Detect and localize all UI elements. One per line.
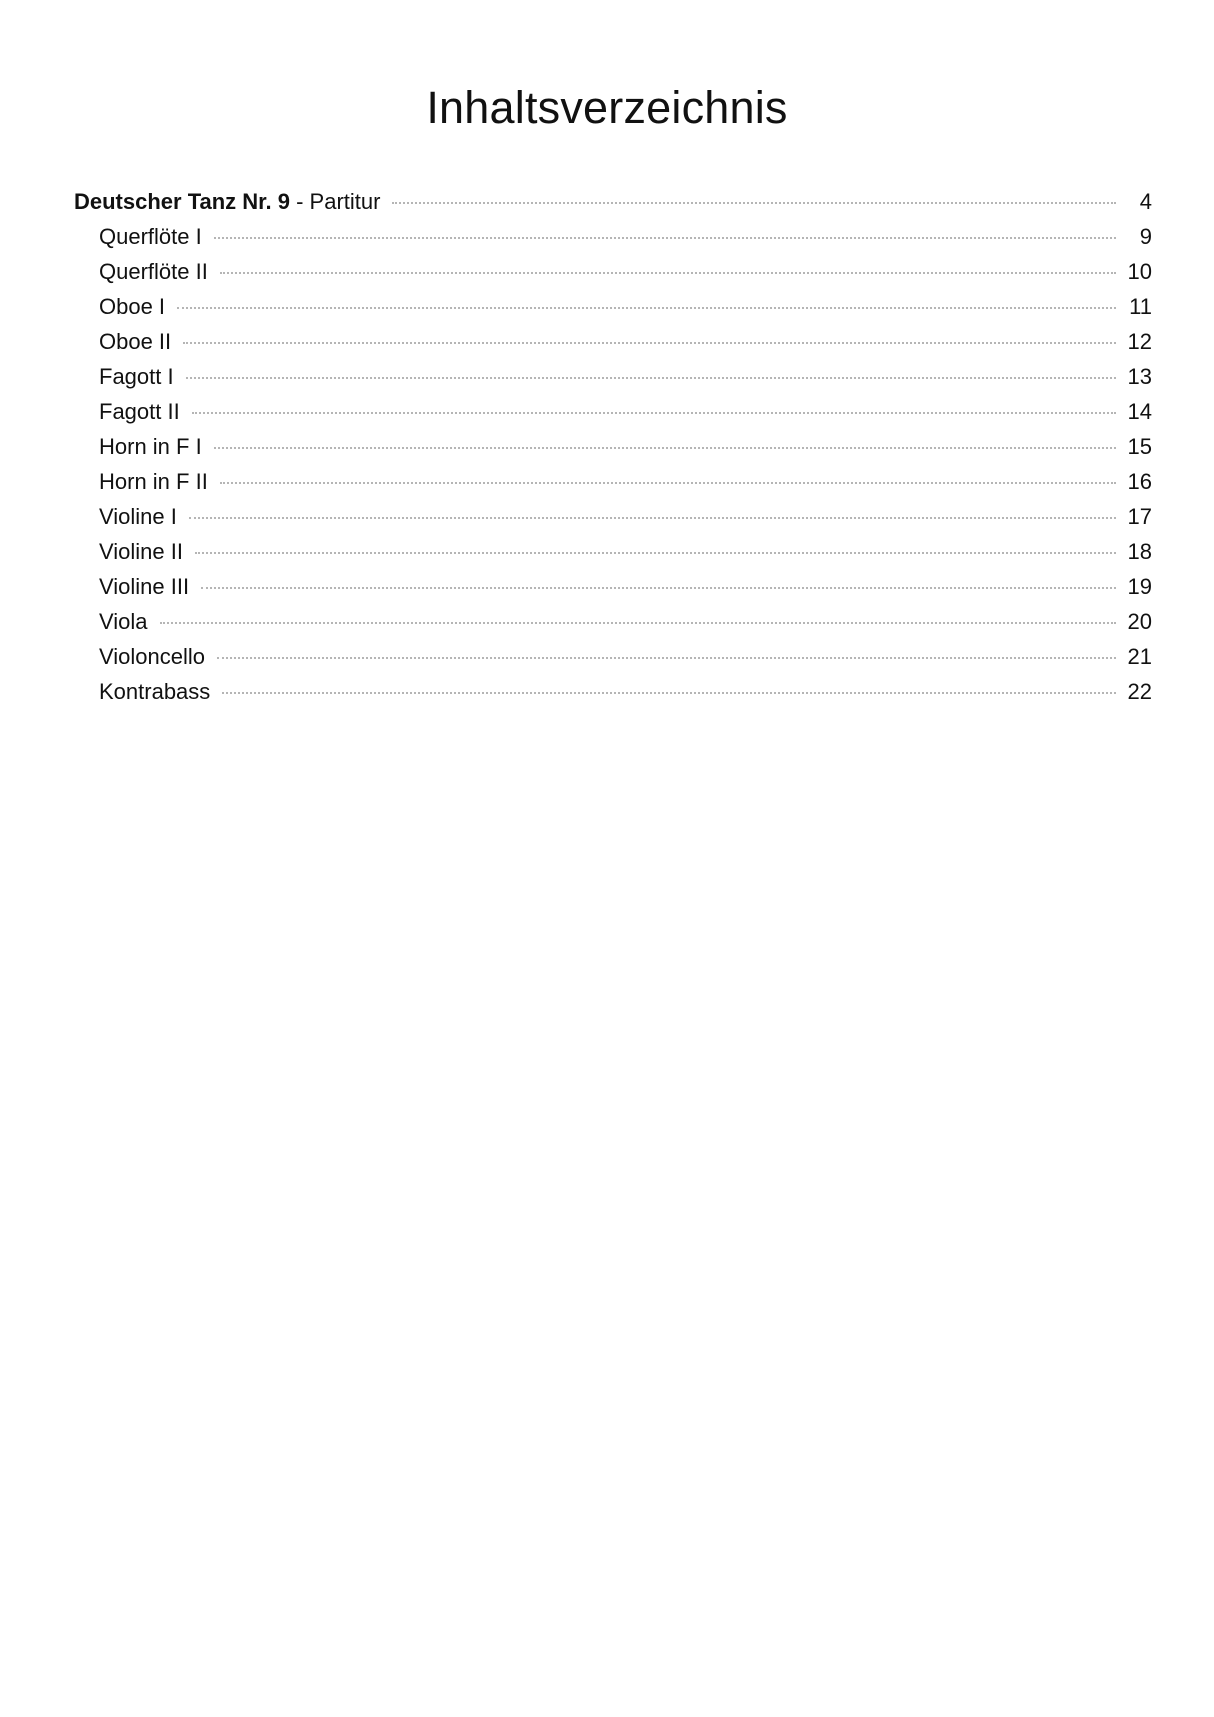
toc-entry-label: Violine III xyxy=(99,574,190,599)
toc-leader-dots xyxy=(220,272,1116,274)
toc-page-number: 16 xyxy=(1127,469,1152,494)
toc-entry-label: Horn in F I xyxy=(99,434,202,459)
toc-entry[interactable] xyxy=(74,569,1152,604)
toc-leader-dots xyxy=(192,412,1116,414)
toc-page-number: 9 xyxy=(1139,224,1152,249)
page-title: Inhaltsverzeichnis xyxy=(426,82,788,133)
toc-leader-dots xyxy=(186,377,1116,379)
toc-entry-title-bold: Deutscher Tanz Nr. 9 xyxy=(74,189,290,214)
toc-leader-dots xyxy=(217,657,1116,659)
toc-page-number: 19 xyxy=(1127,574,1152,599)
toc-entry-label: Oboe II xyxy=(99,329,172,354)
toc-leader-dots xyxy=(183,342,1116,344)
toc-page-number: 17 xyxy=(1127,504,1152,529)
toc-entry[interactable] xyxy=(74,499,1152,534)
toc-leader-dots xyxy=(189,517,1116,519)
toc-leader-dots xyxy=(214,447,1116,449)
toc-entry[interactable] xyxy=(74,639,1152,674)
toc-entry-label: Horn in F II xyxy=(99,469,208,494)
toc-entry-label: Querflöte II xyxy=(99,259,208,284)
toc-entry-label: Viola xyxy=(99,609,148,634)
toc-entry-label: Fagott II xyxy=(99,399,180,424)
toc-page-number: 4 xyxy=(1139,189,1152,214)
toc-page-number: 22 xyxy=(1127,679,1152,704)
toc-entry[interactable] xyxy=(74,429,1152,464)
toc-entry-label: Fagott I xyxy=(99,364,174,389)
toc-leader-dots xyxy=(220,482,1116,484)
toc-leader-dots xyxy=(201,587,1116,589)
toc-page-number: 13 xyxy=(1127,364,1152,389)
toc-page-number: 11 xyxy=(1129,294,1152,319)
toc-leader-dots xyxy=(177,307,1116,309)
toc-entry[interactable] xyxy=(74,394,1152,429)
toc-entry[interactable] xyxy=(74,674,1152,709)
toc-leader-dots xyxy=(160,622,1116,624)
toc-entry-label: Violine II xyxy=(99,539,183,564)
toc-entry[interactable] xyxy=(74,289,1152,324)
toc-page-number: 18 xyxy=(1127,539,1152,564)
toc-entry-title-rest: - Partitur xyxy=(290,189,381,214)
toc-entry-title xyxy=(74,184,380,219)
toc-entry[interactable] xyxy=(74,534,1152,569)
toc-page-number: 15 xyxy=(1127,434,1152,459)
toc-leader-dots xyxy=(195,552,1116,554)
toc-entry[interactable] xyxy=(74,219,1152,254)
toc-entry-label: Oboe I xyxy=(99,294,166,319)
toc-entry-label: Kontrabass xyxy=(99,679,211,704)
toc-leader-dots xyxy=(222,692,1116,694)
toc-leader-dots xyxy=(392,202,1116,204)
toc-entry-label: Violine I xyxy=(99,504,177,529)
toc-page-number: 20 xyxy=(1127,609,1152,634)
toc-entry[interactable] xyxy=(74,464,1152,499)
toc-entry[interactable] xyxy=(74,604,1152,639)
toc-page-number: 14 xyxy=(1127,399,1152,424)
toc-entry-label: Violoncello xyxy=(99,644,206,669)
toc-entry[interactable] xyxy=(74,254,1152,289)
toc-entry[interactable] xyxy=(74,359,1152,394)
toc-page-number: 21 xyxy=(1127,644,1152,669)
toc-entry-main[interactable] xyxy=(74,184,1152,219)
toc-leader-dots xyxy=(214,237,1116,239)
table-of-contents xyxy=(74,184,1152,709)
toc-entry-label: Querflöte I xyxy=(99,224,202,249)
toc-page-number: 10 xyxy=(1127,259,1152,284)
toc-entry[interactable] xyxy=(74,324,1152,359)
toc-page-number: 12 xyxy=(1127,329,1152,354)
